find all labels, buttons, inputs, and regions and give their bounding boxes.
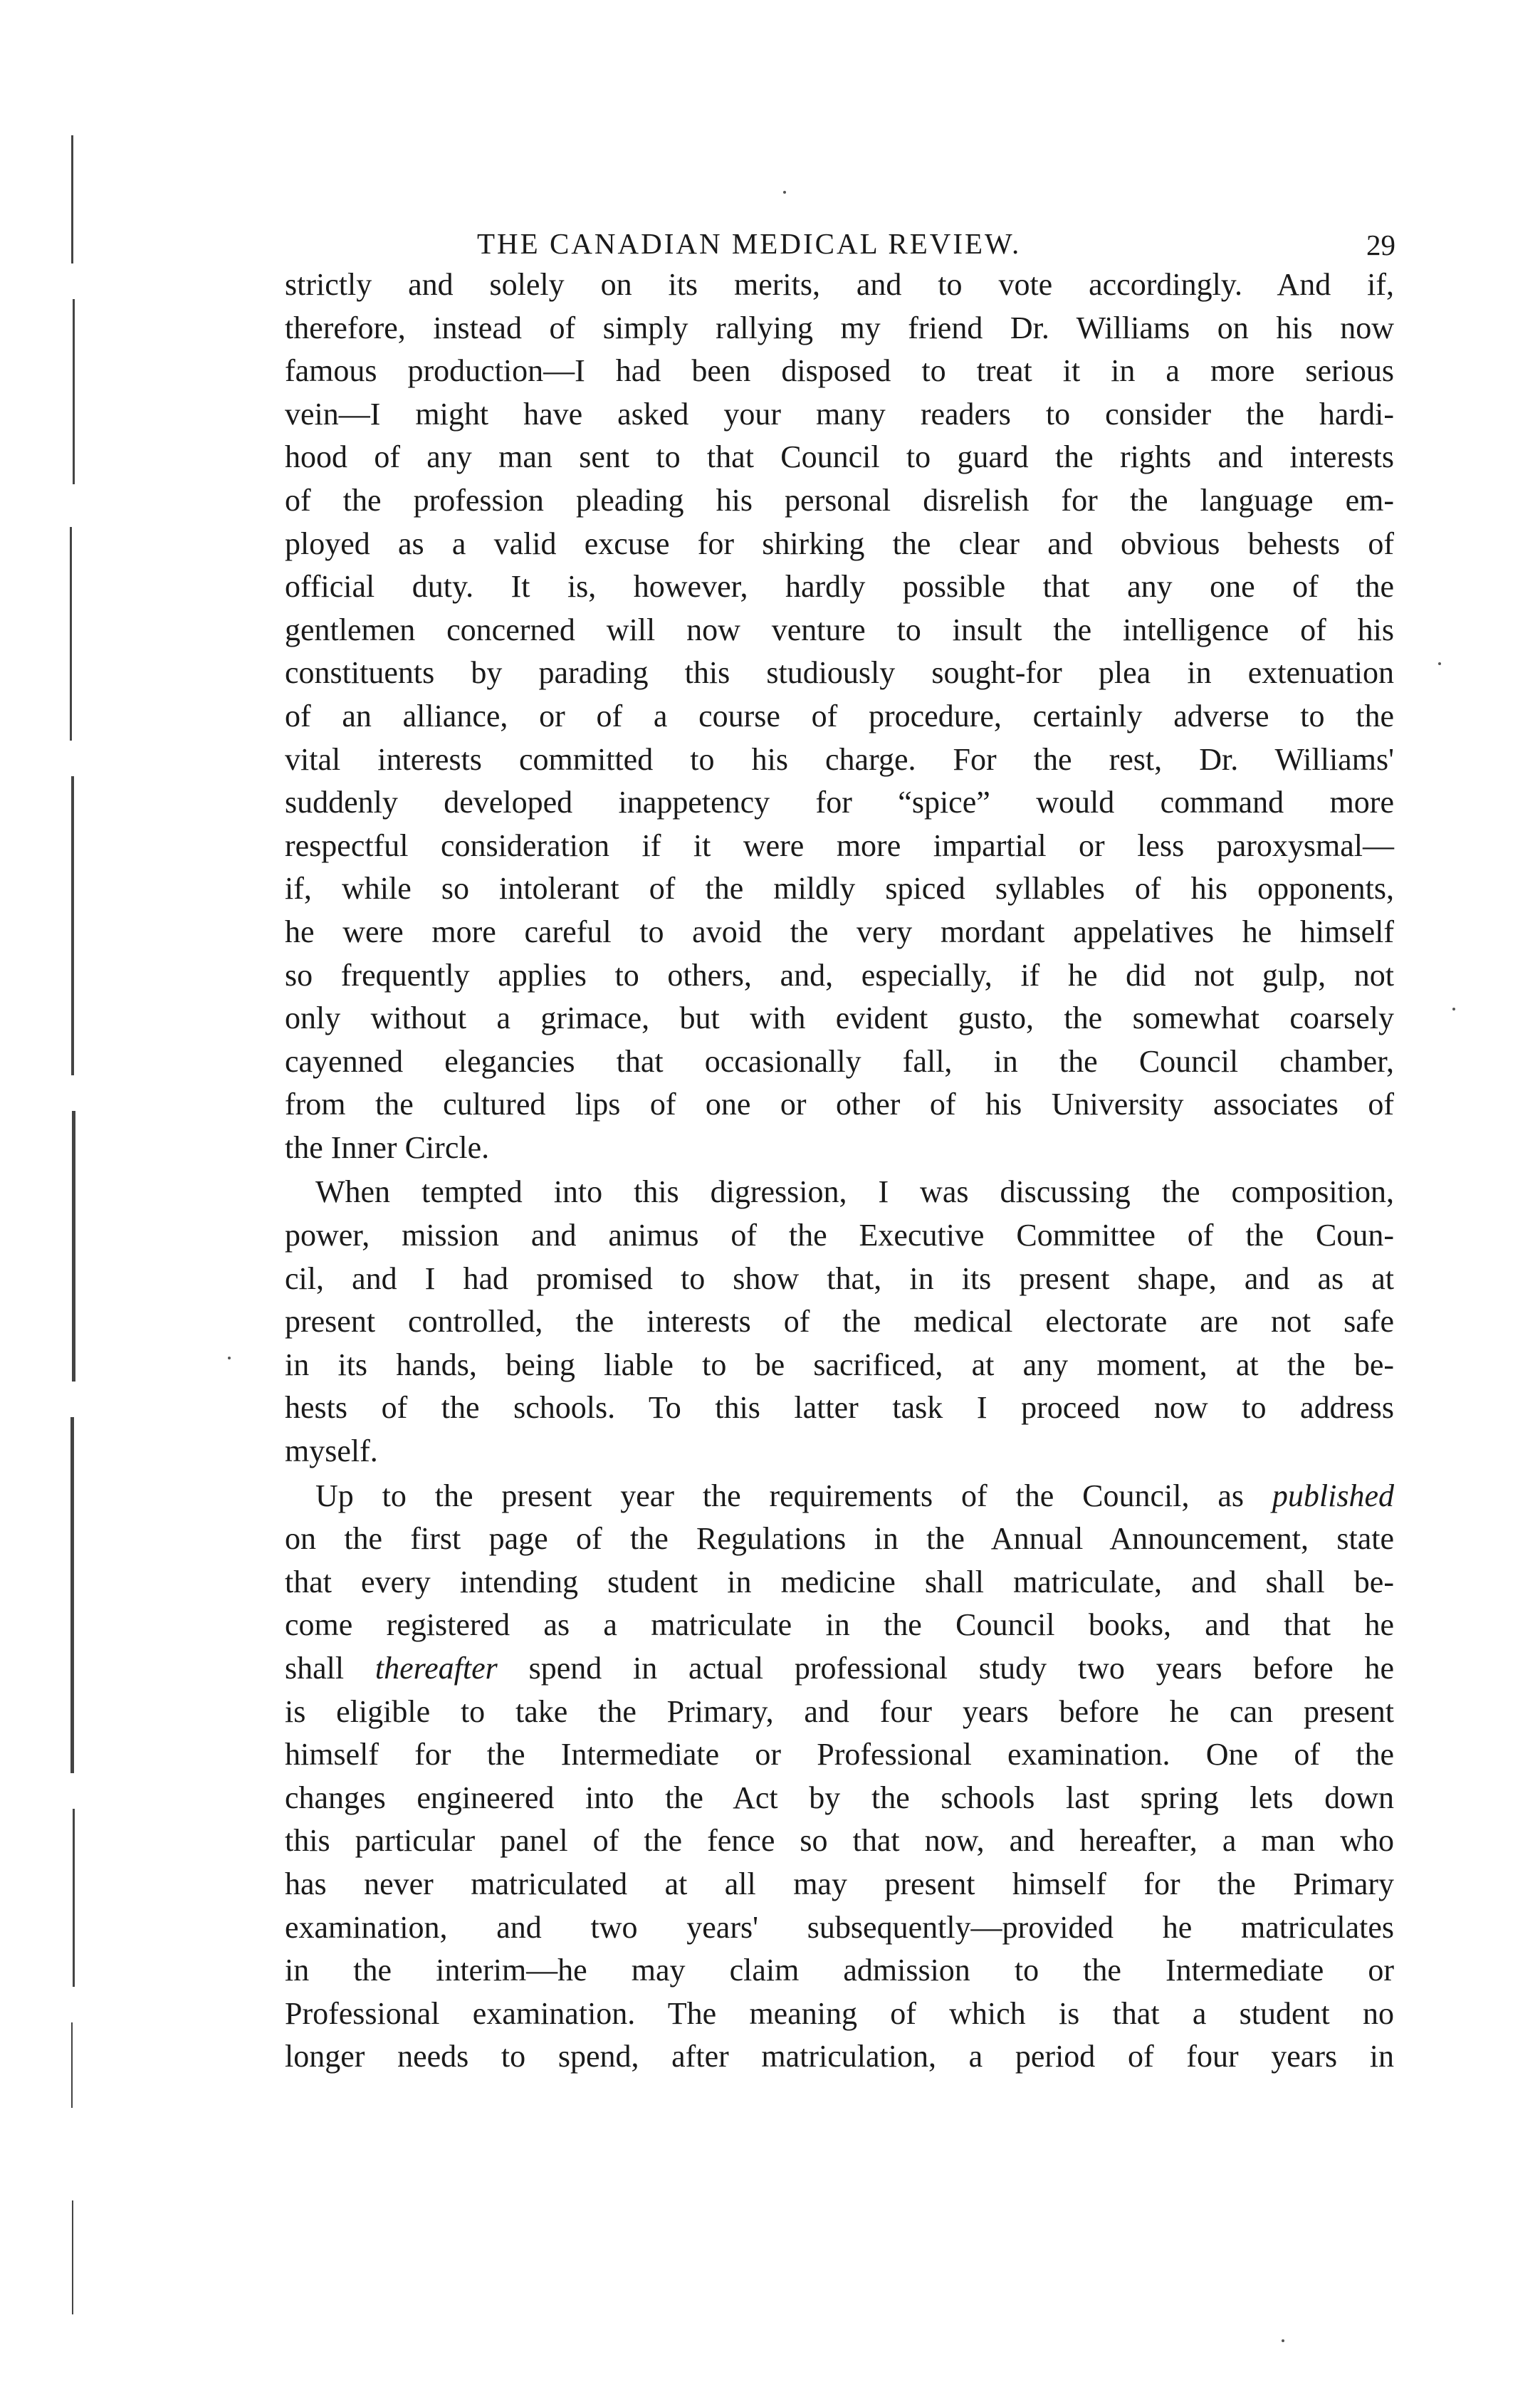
page-number: 29 xyxy=(1366,229,1395,261)
text-line: myself. xyxy=(285,1434,378,1469)
text-line: is eligible to take the Primary, and four years before he can present xyxy=(285,1693,1394,1729)
text-line: constituents by parading this studiously sought-for plea in extenuation xyxy=(285,655,1394,691)
text-line: vein—I might have asked your many readers to consider the hardi- xyxy=(285,396,1394,432)
text-line: of an alliance, or of a course of procedure, certainly adverse to the xyxy=(285,698,1394,733)
text-line: ployed as a valid excuse for shirking the clear and obvious behests of xyxy=(285,526,1394,561)
text-line: of the profession pleading his personal disrelish for the language em- xyxy=(285,482,1394,518)
scan-speck xyxy=(1282,2339,1284,2342)
text-line: has never matriculated at all may present himself for the Primary xyxy=(285,1866,1394,1901)
text-line: Up to the present year the requirements of the Council, as published xyxy=(315,1478,1394,1513)
text-line: this particular panel of the fence so that now, and hereafter, a man who xyxy=(285,1823,1394,1859)
text-line: therefore, instead of simply rallying my friend Dr. Williams on his now xyxy=(285,310,1394,345)
text-line: power, mission and animus of the Executive Committee of the Coun- xyxy=(285,1218,1394,1253)
text-line: Professional examination. The meaning of which is that a student no xyxy=(285,1995,1394,2031)
text-line: only without a grimace, but with evident gusto, the somewhat coarsely xyxy=(285,1001,1394,1036)
text-line: longer needs to spend, after matriculation, a period of four years in xyxy=(285,2039,1394,2074)
text-line: cil, and I had promised to show that, in its present shape, and as at xyxy=(285,1260,1394,1296)
article-body xyxy=(285,263,1394,2079)
text-line: examination, and two years' subsequently—provided he matriculates xyxy=(285,1909,1394,1945)
text-line: if, while so intolerant of the mildly spiced syllables of his opponents, xyxy=(285,871,1394,907)
text-line: he were more careful to avoid the very mordant appelatives he himself xyxy=(285,914,1394,949)
paragraph xyxy=(285,1475,1394,2079)
running-title: THE CANADIAN MEDICAL REVIEW. xyxy=(477,227,1022,260)
scan-speck xyxy=(228,1357,231,1359)
text-line: official duty. It is, however, hardly possible that any one of the xyxy=(285,569,1394,605)
text-line: from the cultured lips of one or other of his University associates of xyxy=(285,1087,1394,1122)
text-line: that every intending student in medicine shall matriculate, and shall be- xyxy=(285,1564,1394,1599)
scan-speck xyxy=(1438,662,1441,665)
text-line: When tempted into this digression, I was discussing the composition, xyxy=(315,1174,1394,1210)
text-line: cayenned elegancies that occasionally fall, in the Council chamber, xyxy=(285,1043,1394,1079)
text-line: come registered as a matriculate in the Council books, and that he xyxy=(285,1607,1394,1643)
text-line: in its hands, being liable to be sacrificed, at any moment, at the be- xyxy=(285,1347,1394,1382)
scan-speck xyxy=(1452,1008,1455,1010)
text-line: on the first page of the Regulations in the Annual Announcement, state xyxy=(285,1521,1394,1557)
text-line: so frequently applies to others, and, especially, if he did not gulp, not xyxy=(285,957,1394,993)
text-line: strictly and solely on its merits, and to vote accordingly. And if, xyxy=(285,267,1394,302)
text-line: in the interim—he may claim admission to the Intermediate or xyxy=(285,1953,1394,1988)
text-line: the Inner Circle. xyxy=(285,1129,490,1165)
running-header xyxy=(285,226,1395,269)
paragraph xyxy=(285,1171,1394,1473)
text-line: hests of the schools. To this latter task I proceed now to address xyxy=(285,1390,1394,1426)
italic-emphasis: thereafter xyxy=(374,1651,498,1686)
text-line: suddenly developed inappetency for “spice” would command more xyxy=(285,785,1394,820)
text-line: changes engineered into the Act by the schools last spring lets down xyxy=(285,1780,1394,1815)
text-line: gentlemen concerned will now venture to insult the intelligence of his xyxy=(285,612,1394,647)
text-line: respectful consideration if it were more impartial or less paroxysmal— xyxy=(285,827,1394,863)
scan-binding-edge xyxy=(57,28,107,2378)
paragraph xyxy=(285,263,1394,1169)
text-line: present controlled, the interests of the medical electorate are not safe xyxy=(285,1304,1394,1340)
text-line: famous production—I had been disposed to treat it in a more serious xyxy=(285,353,1394,389)
text-line: shall thereafter spend in actual professional study two years before he xyxy=(285,1651,1394,1686)
text-line: hood of any man sent to that Council to guard the rights and interests xyxy=(285,439,1394,475)
text-line: himself for the Intermediate or Professional examination. One of the xyxy=(285,1737,1394,1772)
scan-speck xyxy=(783,191,786,194)
text-line: vital interests committed to his charge. For the rest, Dr. Williams' xyxy=(285,741,1394,777)
italic-emphasis: published xyxy=(1272,1478,1394,1513)
